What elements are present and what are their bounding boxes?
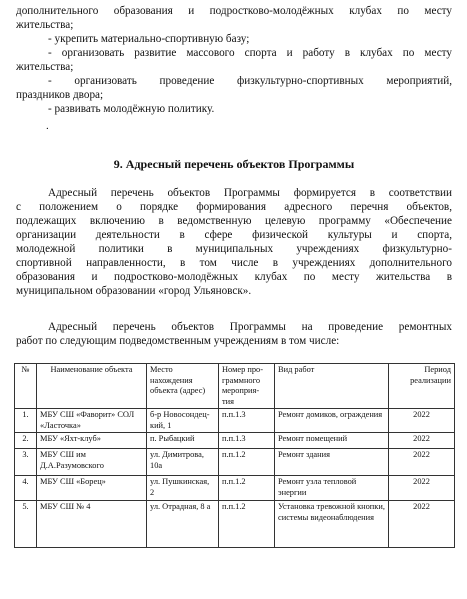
cell-address: б-р Новосондец-кий, 1 [147, 409, 219, 433]
header-event-number: Номер про-граммного мероприя-тия [219, 364, 275, 409]
intro-line: жительства; [16, 19, 74, 31]
header-address: Место нахождения объекта (адрес) [147, 364, 219, 409]
cell-period: 2022 [389, 409, 455, 433]
cell-address: ул. Димитрова, 10а [147, 449, 219, 476]
cell-address: ул. Пушкинская, 2 [147, 476, 219, 501]
cell-event-number: п.п.1.3 [219, 409, 275, 433]
paragraph-line: Адресный перечень объектов Программы формируется в соответствии [48, 187, 452, 199]
cell-address: ул. Отрадная, 8 а [147, 501, 219, 548]
table-row [15, 449, 455, 476]
paragraph-line: работ по следующим подведомственным учреждениям в том числе: [16, 335, 340, 347]
cell-object-name: МБУ «Яхт-клуб» [37, 433, 147, 449]
cell-work-kind: Ремонт здания [275, 449, 389, 476]
intro-bullet: - организовать проведение физкультурно-спортивных мероприятий, [48, 75, 452, 87]
paragraph-line: молодежной политики в муниципальных учреждениях физкультурно- [16, 243, 452, 255]
cell-object-name: МБУ СШ № 4 [37, 501, 147, 548]
cell-event-number: п.п.1.2 [219, 501, 275, 548]
cell-work-kind: Ремонт узла тепловой энергии [275, 476, 389, 501]
cell-period: 2022 [389, 449, 455, 476]
table-row [15, 501, 455, 548]
cell-object-name: МБУ СШ «Борец» [37, 476, 147, 501]
stray-dot: . [46, 120, 49, 132]
section-title: 9. Адресный перечень объектов Программы [113, 157, 355, 171]
paragraph-line: Адресный перечень объектов Программы на проведение ремонтных [48, 321, 452, 333]
table-row [15, 476, 455, 501]
cell-work-kind: Установка тревожной кнопки, системы видеонаблюдения [275, 501, 389, 548]
cell-number: 4. [15, 476, 37, 501]
cell-number: 1. [15, 409, 37, 433]
header-work-kind: Вид работ [275, 364, 389, 409]
intro-line: дополнительного образования и подростково-молодёжных клубах по месту [16, 5, 452, 17]
paragraph-line: организации деятельности в сфере физической культуры и спорта, [16, 229, 452, 241]
cell-object-name: МБУ СШ им Д.А.Разумовского [37, 449, 147, 476]
cell-address: п. Рыбацкий [147, 433, 219, 449]
cell-event-number: п.п.1.2 [219, 449, 275, 476]
intro-bullet: - укрепить материально-спортивную базу; [48, 33, 250, 45]
cell-work-kind: Ремонт домиков, ограждения [275, 409, 389, 433]
paragraph-line: подлежащих включению в ведомственную целевую программу «Обеспечение [16, 215, 452, 227]
paragraph-line: образования и подростково-молодёжных клубах по месту жительства в [16, 271, 452, 283]
cell-number: 2. [15, 433, 37, 449]
cell-number: 5. [15, 501, 37, 548]
paragraph-line: муниципальном образовании «город Ульяновск». [16, 285, 252, 297]
cell-period: 2022 [389, 433, 455, 449]
intro-bullet: - организовать развитие массового спорта и работу в клубах по месту [48, 47, 452, 59]
cell-object-name: МБУ СШ «Фаворит» СОЛ «Ласточка» [37, 409, 147, 433]
cell-period: 2022 [389, 501, 455, 548]
cell-number: 3. [15, 449, 37, 476]
cell-period: 2022 [389, 476, 455, 501]
cell-work-kind: Ремонт помещений [275, 433, 389, 449]
intro-bullet: - развивать молодёжную политику. [48, 103, 215, 115]
header-number: № [15, 364, 37, 409]
objects-table [14, 363, 455, 548]
cell-event-number: п.п.1.3 [219, 433, 275, 449]
intro-line: жительства; [16, 61, 74, 73]
table-row [15, 409, 455, 433]
header-object-name: Наименование объекта [37, 364, 147, 409]
header-period: Период реализации [389, 364, 455, 409]
paragraph-line: спортивной направленности, в том числе в учреждениях дополнительного [16, 257, 452, 269]
table-row [15, 433, 455, 449]
intro-line: праздников двора; [16, 89, 104, 101]
paragraph-line: с положением о порядке формирования адресного перечня объектов, [16, 201, 452, 213]
table-header-row [15, 364, 455, 409]
cell-event-number: п.п.1.2 [219, 476, 275, 501]
